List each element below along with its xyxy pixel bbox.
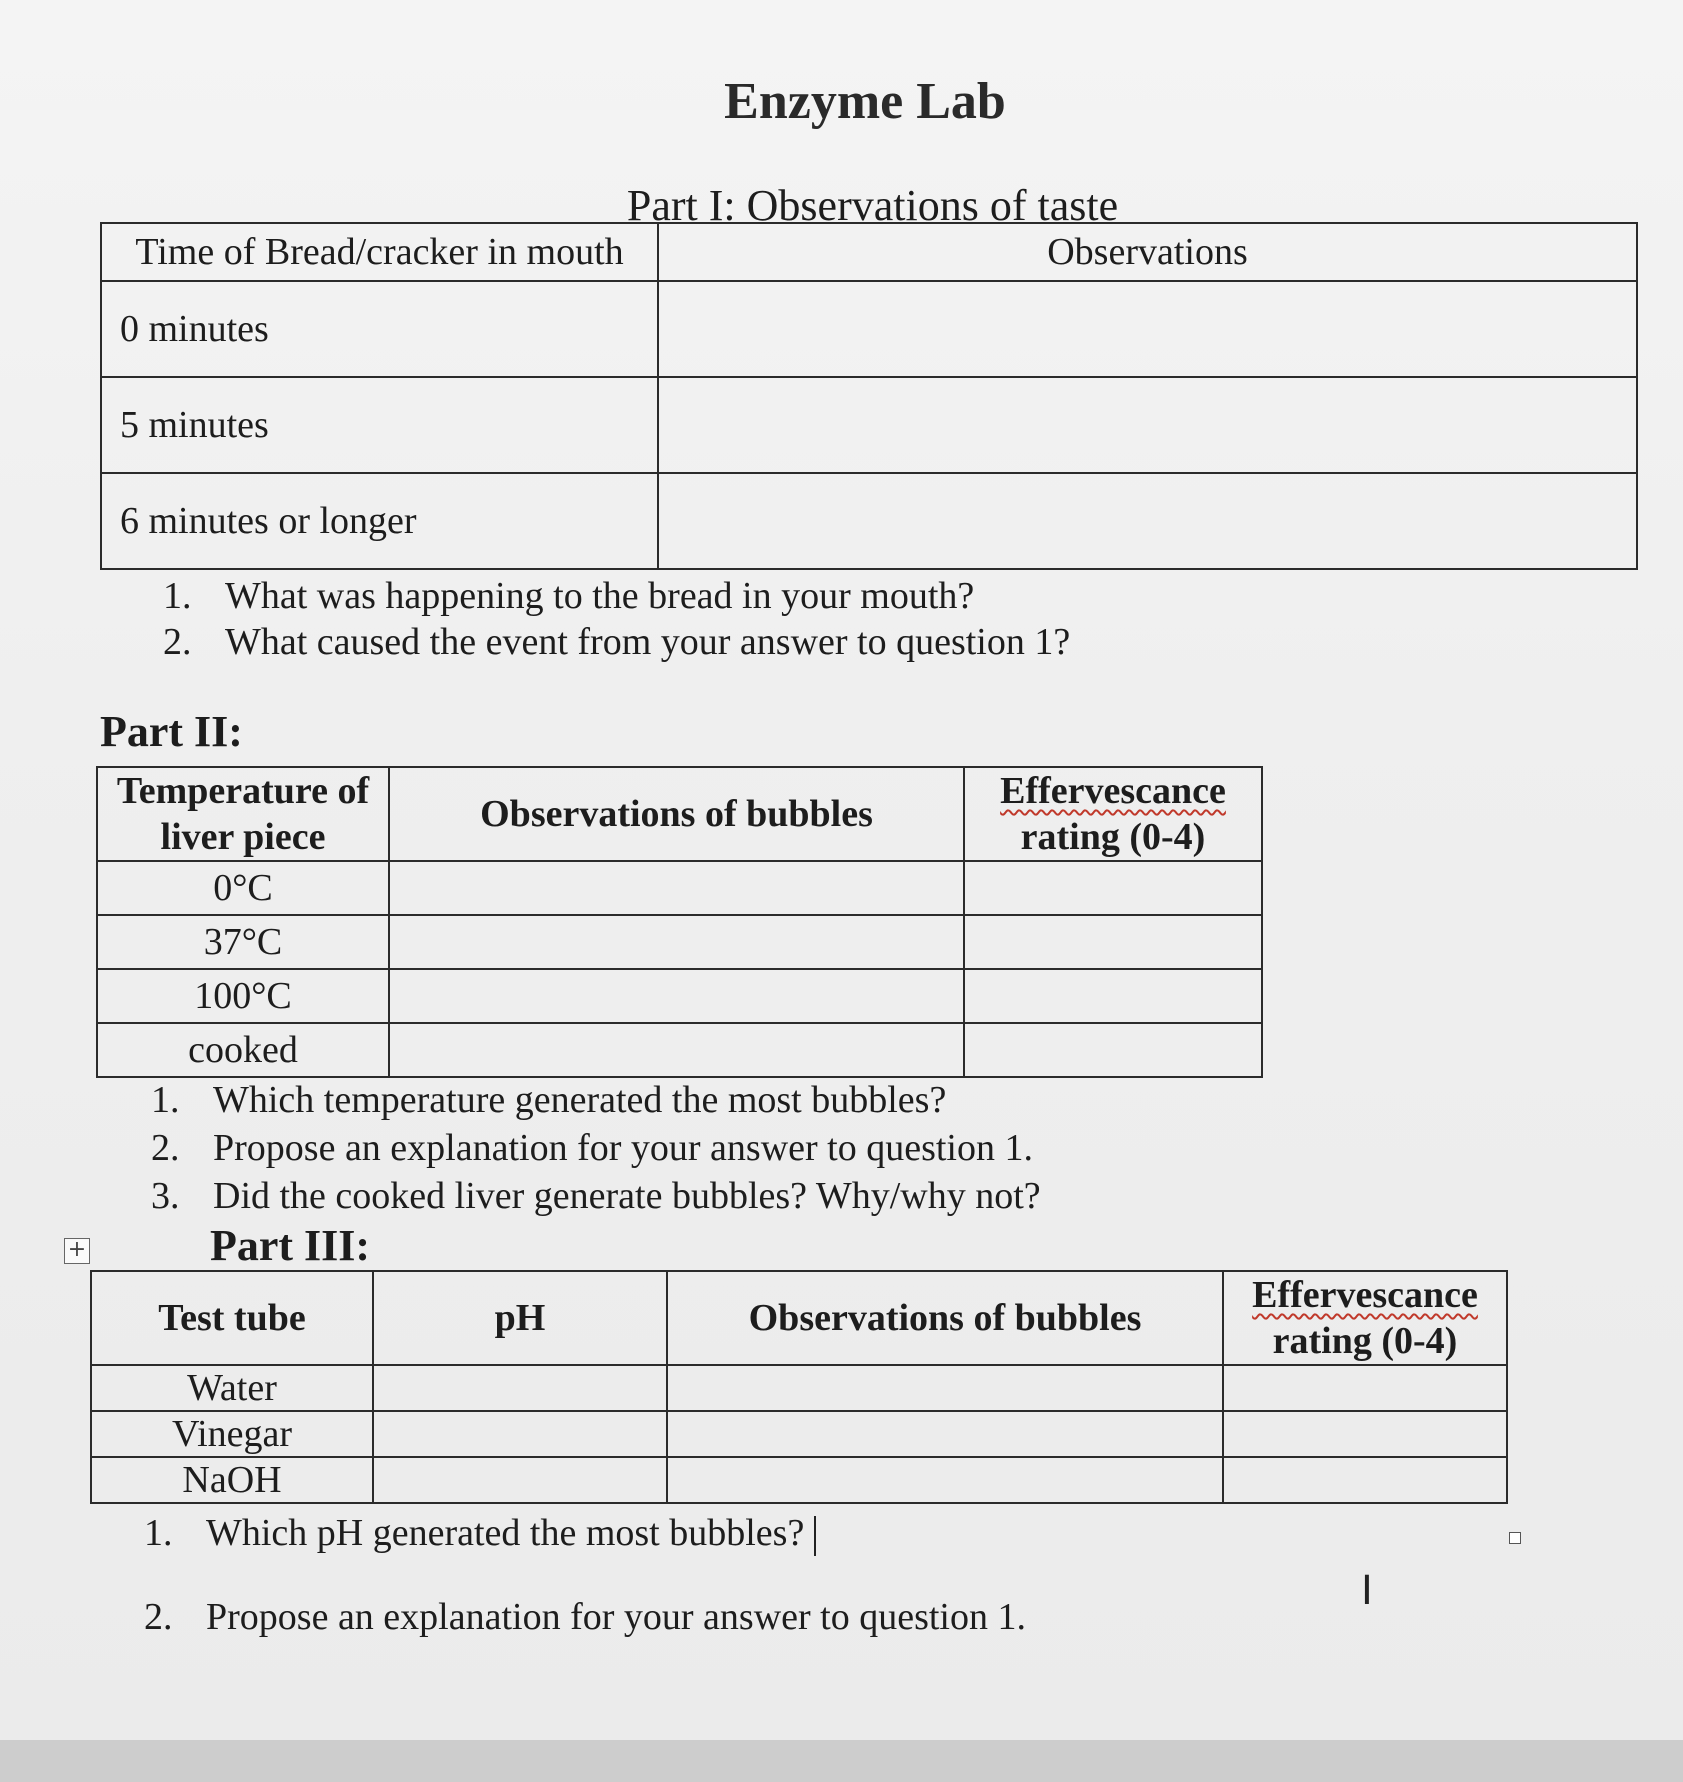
observation-cell[interactable] xyxy=(667,1411,1223,1457)
rating-cell[interactable] xyxy=(964,1023,1262,1077)
table-row xyxy=(97,915,1262,969)
row-label[interactable]: 37°C xyxy=(97,915,389,969)
window-bottom-edge xyxy=(0,1740,1683,1782)
rating-label: rating (0-4) xyxy=(1020,816,1206,858)
question-number: 2. xyxy=(144,1596,173,1638)
part1-table[interactable] xyxy=(100,222,1638,570)
question-text: Which pH generated the most bubbles? xyxy=(206,1512,805,1554)
table-header-row xyxy=(97,767,1262,861)
list-item[interactable] xyxy=(163,573,1070,619)
rating-cell[interactable] xyxy=(964,915,1262,969)
row-label[interactable]: 6 minutes or longer xyxy=(101,473,658,569)
ph-cell[interactable] xyxy=(373,1365,667,1411)
observation-cell[interactable] xyxy=(667,1365,1223,1411)
table-row xyxy=(91,1411,1507,1457)
table-header-row xyxy=(91,1271,1507,1365)
row-label[interactable]: Water xyxy=(91,1365,373,1411)
row-label[interactable]: 5 minutes xyxy=(101,377,658,473)
part3-questions xyxy=(144,1510,1026,1640)
table-row xyxy=(97,1023,1262,1077)
header-test-tube[interactable]: Test tube xyxy=(91,1271,373,1365)
table-row xyxy=(101,281,1637,377)
list-item[interactable] xyxy=(144,1594,1026,1640)
question-number: 1. xyxy=(151,1079,180,1121)
ph-cell[interactable] xyxy=(373,1457,667,1503)
header-temperature[interactable]: Temperature of liver piece xyxy=(97,767,389,861)
table-move-handle-icon[interactable]: + xyxy=(64,1238,90,1264)
question-text: What caused the event from your answer to question 1? xyxy=(225,621,1071,663)
question-text: Propose an explanation for your answer to question 1. xyxy=(206,1596,1026,1638)
row-label[interactable]: Vinegar xyxy=(91,1411,373,1457)
observation-cell[interactable] xyxy=(658,377,1637,473)
part1-heading: Part I: Observations of taste xyxy=(626,181,1119,230)
rating-cell[interactable] xyxy=(964,861,1262,915)
header-observations[interactable]: Observations xyxy=(658,223,1637,281)
observation-cell[interactable] xyxy=(658,281,1637,377)
part2-table[interactable] xyxy=(96,766,1263,1078)
table-row xyxy=(97,969,1262,1023)
part3-table[interactable] xyxy=(90,1270,1508,1504)
table-row xyxy=(91,1457,1507,1503)
i-beam-cursor-icon: I xyxy=(1361,1568,1373,1614)
question-text: What was happening to the bread in your mouth? xyxy=(225,575,975,617)
text-caret xyxy=(814,1516,816,1556)
list-item[interactable] xyxy=(163,619,1071,665)
part2-questions xyxy=(151,1076,1041,1220)
effervescance-label: Effervescance xyxy=(1000,770,1226,812)
question-number: 2. xyxy=(163,621,192,663)
row-label[interactable]: NaOH xyxy=(91,1457,373,1503)
header-observations[interactable]: Observations of bubbles xyxy=(667,1271,1223,1365)
rating-cell[interactable] xyxy=(1223,1411,1507,1457)
observation-cell[interactable] xyxy=(389,915,964,969)
rating-label: rating (0-4) xyxy=(1272,1320,1458,1362)
header-ph[interactable]: pH xyxy=(373,1271,667,1365)
effervescance-label: Effervescance xyxy=(1252,1274,1478,1316)
header-observations[interactable]: Observations of bubbles xyxy=(389,767,964,861)
ph-cell[interactable] xyxy=(373,1411,667,1457)
table-header-row xyxy=(101,223,1637,281)
table-row xyxy=(91,1365,1507,1411)
table-resize-handle-icon[interactable] xyxy=(1509,1532,1521,1544)
row-label[interactable]: 0 minutes xyxy=(101,281,658,377)
list-item[interactable] xyxy=(151,1124,1041,1172)
part3-heading: Part III: xyxy=(210,1221,371,1270)
question-number: 1. xyxy=(163,575,192,617)
rating-cell[interactable] xyxy=(1223,1365,1507,1411)
row-label[interactable]: cooked xyxy=(97,1023,389,1077)
table-row xyxy=(97,861,1262,915)
header-effervescance[interactable] xyxy=(1223,1271,1507,1365)
row-label[interactable]: 0°C xyxy=(97,861,389,915)
table-row xyxy=(101,473,1637,569)
question-number: 1. xyxy=(144,1512,173,1554)
part2-heading: Part II: xyxy=(100,707,243,756)
rating-cell[interactable] xyxy=(964,969,1262,1023)
part1-questions xyxy=(163,573,1071,665)
header-time[interactable]: Time of Bread/cracker in mouth xyxy=(101,223,658,281)
question-text: Propose an explanation for your answer to question 1. xyxy=(213,1127,1033,1169)
document-title: Enzyme Lab xyxy=(724,73,1006,130)
observation-cell[interactable] xyxy=(389,1023,964,1077)
header-effervescance[interactable] xyxy=(964,767,1262,861)
list-item[interactable] xyxy=(144,1510,1026,1556)
table-row xyxy=(101,377,1637,473)
observation-cell[interactable] xyxy=(389,861,964,915)
row-label[interactable]: 100°C xyxy=(97,969,389,1023)
observation-cell[interactable] xyxy=(389,969,964,1023)
question-text: Which temperature generated the most bubbles? xyxy=(213,1079,947,1121)
list-item[interactable] xyxy=(151,1172,1041,1220)
observation-cell[interactable] xyxy=(667,1457,1223,1503)
question-text: Did the cooked liver generate bubbles? Why/why not? xyxy=(213,1175,1041,1217)
observation-cell[interactable] xyxy=(658,473,1637,569)
rating-cell[interactable] xyxy=(1223,1457,1507,1503)
list-item[interactable] xyxy=(151,1076,1041,1124)
question-number: 2. xyxy=(151,1127,180,1169)
question-number: 3. xyxy=(151,1175,180,1217)
